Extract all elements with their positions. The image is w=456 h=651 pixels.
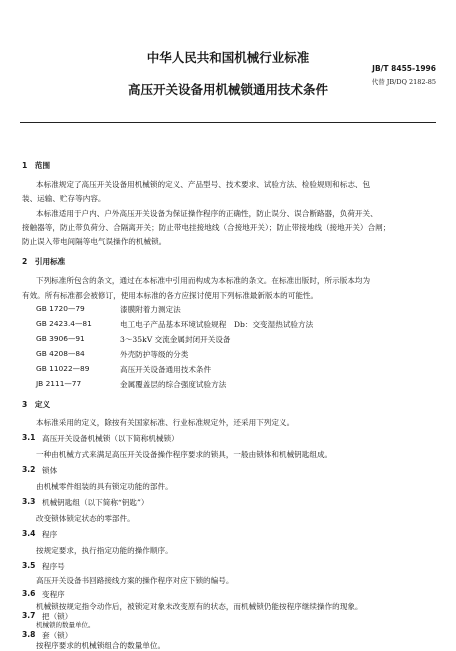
section-1-para-1-line-2: 装、运输、贮存等内容。	[22, 194, 106, 203]
definition-number: 3.6	[22, 589, 36, 598]
replaces-note: 代替 JB/DQ 2182-85	[371, 78, 436, 86]
definition-number: 3.2	[22, 465, 36, 474]
definition-body: 一种由机械方式来满足高压开关设备操作程序要求的锁具，一般由锁体和机械钥匙组成。	[36, 450, 333, 459]
reference-title: 3～35kV 交流金属封闭开关设备	[120, 335, 231, 344]
definition-body: 高压开关设备书回路接线方案的操作程序对应下锁的编号。	[36, 576, 234, 585]
definition-body: 机械锁的数量单位。	[36, 621, 95, 629]
definition-term: 套（锁）	[42, 631, 73, 640]
standard-number: JB/T 8455-1996	[372, 64, 436, 73]
section-3-heading: 3 定义	[22, 400, 51, 409]
document-title: 高压开关设备用机械锁通用技术条件	[127, 82, 328, 97]
reference-title: 电工电子产品基本环境试验规程 Db：交变湿热试验方法	[120, 320, 314, 329]
section-1-para-2-line-3: 防止误入带电间隔等电气误操作的机械锁。	[22, 237, 167, 246]
definition-body: 按程序要求的机械锁组合的数量单位。	[36, 641, 166, 650]
section-2-heading: 2 引用标准	[22, 257, 66, 266]
reference-code: GB 2423.4—81	[36, 319, 92, 328]
definition-term: 锁体	[42, 466, 58, 475]
definition-number: 3.8	[22, 630, 36, 639]
section-2-intro-line-1: 下列标准所包含的条文，通过在本标准中引用而构成为本标准的条文。在标准出版时，所示版本均为	[36, 276, 371, 285]
reference-title: 高压开关设备通用技术条件	[120, 365, 212, 374]
section-1-para-1-line-1: 本标准规定了高压开关设备用机械锁的定义、产品型号、技术要求、试验方法、检验规则和标志、包	[36, 180, 371, 189]
definition-term: 高压开关设备机械锁（以下简称机械锁）	[42, 434, 179, 443]
definition-term: 机械钥匙组（以下简称“钥匙”）	[42, 498, 149, 507]
definition-term: 把（锁）	[42, 612, 73, 621]
definition-number: 3.1	[22, 433, 36, 442]
definition-number: 3.3	[22, 497, 36, 506]
definition-number: 3.4	[22, 529, 36, 538]
definition-number: 3.5	[22, 561, 36, 570]
definition-body: 改变锁体锁定状态的零部件。	[36, 514, 135, 523]
reference-title: 金属覆盖层的综合强度试验方法	[120, 380, 227, 389]
reference-title: 漆膜附着力测定法	[120, 305, 181, 314]
section-1-para-2-line-1: 本标准适用于户内、户外高压开关设备为保证操作程序的正确性，防止误分、误合断路器，负荷开关、	[36, 209, 378, 218]
reference-code: JB 2111—77	[36, 379, 82, 388]
org-title: 中华人民共和国机械行业标准	[146, 50, 310, 65]
definition-term: 程序号	[42, 562, 65, 571]
section-3-intro: 本标准采用的定义，除按有关国家标准、行业标准规定外，还采用下列定义。	[36, 418, 295, 427]
definition-body: 按规定要求，执行指定功能的操作顺序。	[36, 546, 173, 555]
reference-code: GB 3906—91	[36, 334, 85, 343]
definition-body: 机械锁按规定指令动作后，被锁定对象未改变原有的状态，而机械锁仍能按程序继续操作的现象。	[36, 602, 363, 611]
section-2-intro-line-2: 有效。所有标准都会被修订，使用本标准的各方应探讨使用下列标准最新版本的可能性。	[22, 291, 319, 300]
header-rule	[20, 122, 436, 123]
definition-body: 由机械零件组装的具有锁定功能的部件。	[36, 482, 173, 491]
section-1-heading: 1 范围	[22, 161, 51, 170]
section-1-para-2-line-2: 接触器等，防止带负荷分、合隔离开关；防止带电挂接地线（合接地开关）；防止带接地线（接地开关）合闸；	[22, 223, 391, 232]
definition-term: 程序	[42, 530, 58, 539]
reference-code: GB 11022—89	[36, 364, 90, 373]
definition-number: 3.7	[22, 611, 36, 620]
reference-code: GB 4208—84	[36, 349, 85, 358]
reference-title: 外壳防护等级的分类	[120, 350, 189, 359]
definition-term: 变程序	[42, 590, 65, 599]
reference-code: GB 1720—79	[36, 304, 85, 313]
